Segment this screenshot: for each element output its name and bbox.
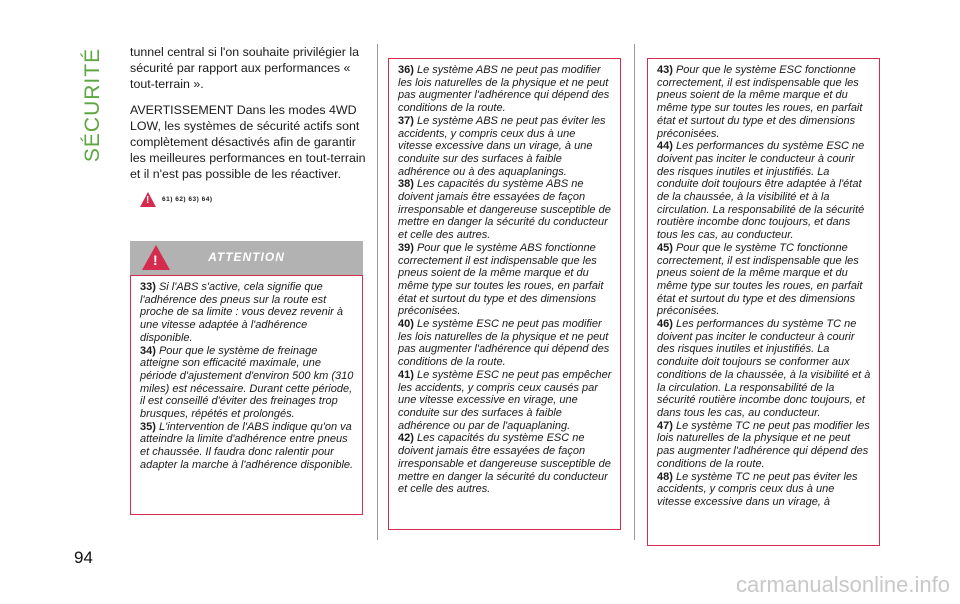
attention-title: ATTENTION [208,250,285,264]
note-item: 37) Le système ABS ne peut pas éviter les accidents, y compris ceux dus à une vitesse excessive dans un virage, à une conduite sur des surfaces à faible adhérence ou à des aquaplanings. [398,114,606,178]
note-item: 46) Les performances du système TC ne doivent pas inciter le conducteur à courir des risques inutiles et injustifiés. La conduite doit toujours se conformer aux conditions de la chaussée, à la visibilité et à la circulation. La responsabilité de la sécurité routière incombe donc toujours, et dans tous les cas, au conducteur. [657,318,871,419]
note-item: 47) Le système TC ne peut pas modifier les lois naturelles de la physique et ne peut pas augmenter l'adhérence qui dépend des conditions de la route. [657,419,870,470]
note-item: 44) Les performances du système ESC ne doivent pas inciter le conducteur à courir des risques inutiles et injustifiés. La conduite doit toujours être adaptée à l'état de la chaussée, à la visibilité et à la circulation. La responsabilité de la sécurité routière incombe donc toujours, et dans tous les cas, au conducteur. [657,140,865,242]
warning-refs-text: 61) 62) 63) 64) [162,196,213,203]
attention-box [130,275,363,515]
attention-box [647,58,880,546]
watermark: carmanualsonline.info [735,572,950,597]
body-paragraph: AVERTISSEMENT Dans les modes 4WD LOW, les systèmes de sécurité actifs sont complètement désactivés afin de garantir les meilleures performances en tout-terrain et il n'est pas possible de les réactiver. [130,103,366,181]
note-item: 38) Les capacités du système ABS ne doivent jamais être essayées de façon irresponsable et dangereuse susceptible de mettre en danger la sécurité du conducteur et celle des autres. [398,178,611,242]
note-item: 33) Si l'ABS s'active, cela signifie que l'adhérence des pneus sur la route est proche de sa limite : vous devez revenir à une vitesse adaptée à l'adhérence disponible. [140,281,343,344]
note-item: 42) Les capacités du système ESC ne doivent jamais être essayées de façon irresponsable et dangereuse susceptible de mettre en danger la sécurité du conducteur et celle des autres. [398,432,611,496]
column-1 [130,44,366,207]
page-number: 94 [74,548,93,567]
note-item: 43) Pour que le système ESC fonctionne correctement, il est indispensable que les pneus soient de la même marque et du même type sur toutes les roues, en parfait état et surtout du type et des dimensions préconisées. [657,64,863,140]
note-item: 40) Le système ESC ne peut pas modifier les lois naturelles de la physique et ne peut pas augmenter l'adhérence qui dépend des conditions de la route. [398,318,610,369]
column-divider [377,44,378,540]
body-paragraph: tunnel central si l'on souhaite privilégier la sécurité par rapport aux performances « tout-terrain ». [130,45,359,91]
column-divider [634,44,635,540]
attention-block [130,241,363,515]
note-item: 35) L'intervention de l'ABS indique qu'on va atteindre la limite d'adhérence entre pneus et chaussée. Il faudra donc ralentir pour adapter la marche à l'adhérence disponible. [140,420,354,471]
section-title: SÉCURITÉ [81,47,104,163]
note-item: 41) Le système ESC ne peut pas empêcher les accidents, y compris ceux causés par une vitesse excessive en virage, une conduite sur des surfaces à faible adhérence ou par de l'aquaplaning. [398,368,612,432]
note-item: 36) Le système ABS ne peut pas modifier les lois naturelles de la physique et ne peut pas augmenter l'adhérence qui dépend des conditions de la route. [398,64,610,115]
note-item: 45) Pour que le système TC fonctionne correctement, il est indispensable que les pneus soient de la même marque et du même type sur toutes les roues, en parfait état et surtout du type et des dimensions préconisées. [657,241,863,318]
note-item: 48) Le système TC ne peut pas éviter les accidents, y compris ceux dus à une vitesse excessive dans un virage, à [657,470,858,508]
note-item: 39) Pour que le système ABS fonctionne correctement il est indispensable que les pneus soient de la même marque et du même type sur toutes les roues, en parfait état et surtout du type et des dimensions préconisées. [398,241,604,318]
warning-references [140,192,366,207]
attention-box [388,58,621,530]
attention-header [130,241,363,275]
note-item: 34) Pour que le système de freinage atteigne son efficacité maximale, une période d'ajustement d'environ 500 km (310 miles) est nécessaire. Durant cette période, il est conseillé d'éviter des freinages trop brusques, répétés et prolongés. [140,344,354,421]
warning-triangle-icon [140,192,156,207]
